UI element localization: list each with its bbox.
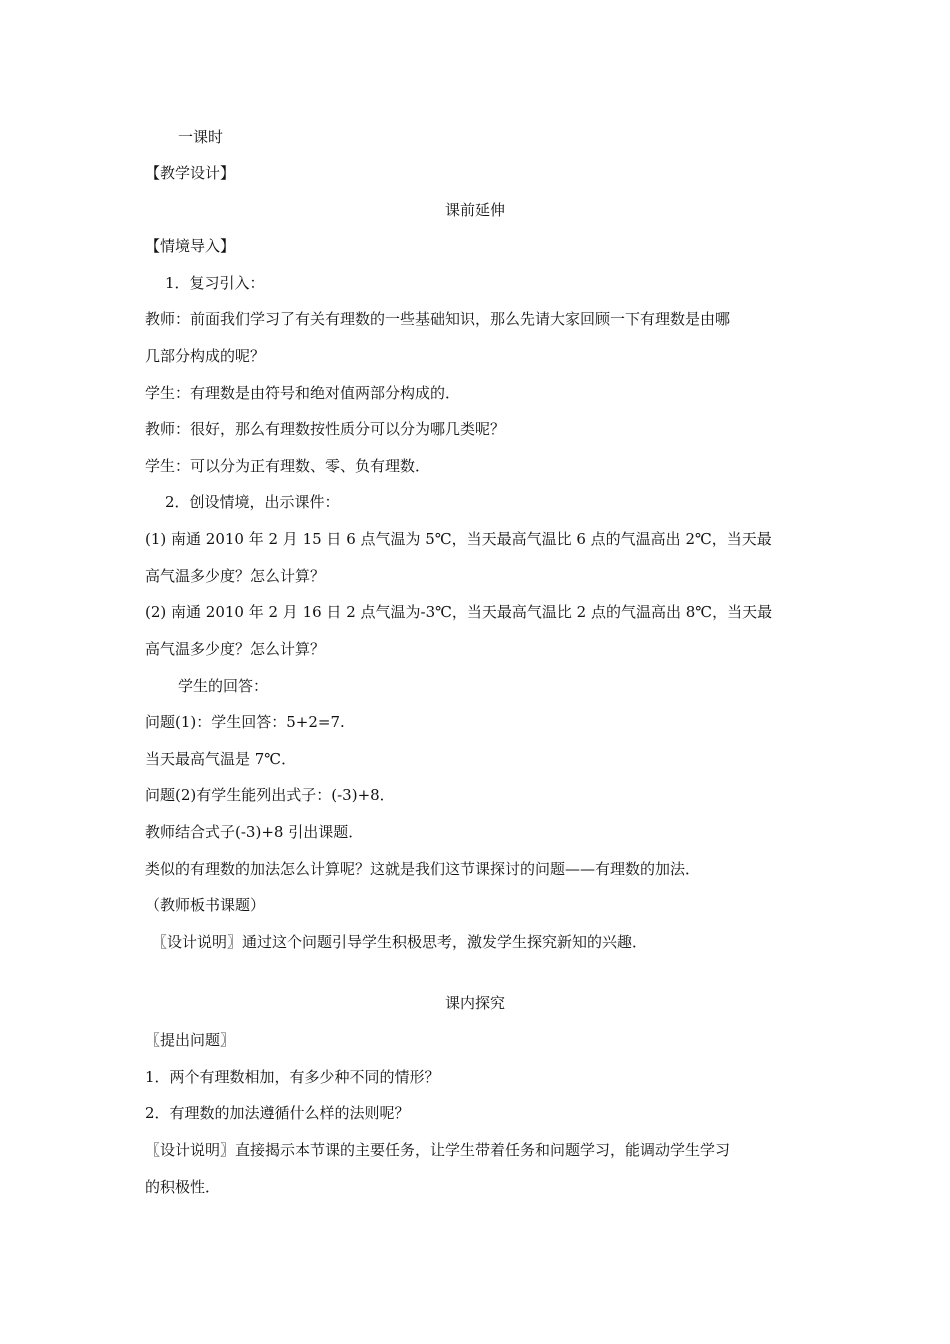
lesson-period: 一课时 (178, 128, 224, 146)
paragraph-line: 教师：很好，那么有理数按性质分可以分为哪几类呢？ (145, 420, 506, 438)
student-answers-heading: 学生的回答： (178, 677, 269, 695)
paragraph-line: 教师：前面我们学习了有关有理数的一些基础知识，那么先请大家回顾一下有理数是由哪 (145, 310, 731, 328)
paragraph-line: 类似的有理数的加法怎么计算呢？这就是我们这节课探讨的问题——有理数的加法． (145, 860, 701, 878)
question-1-line: 高气温多少度？怎么计算？ (145, 567, 326, 585)
paragraph-line: （教师板书课题） (145, 896, 266, 914)
question-1-line: (1) 南通 2010 年 2 月 15 日 6 点气温为 5℃，当天最高气温比 6 点的气温高出 2℃，当天最 (145, 530, 772, 548)
design-note: 〖设计说明〗直接揭示本节课的主要任务，让学生带着任务和问题学习，能调动学生学习 (145, 1141, 731, 1159)
design-note: 的积极性． (145, 1178, 221, 1196)
step-review: 1．复习引入： (165, 274, 265, 292)
section-title-in-class: 课内探究 (444, 994, 505, 1012)
paragraph-line: 学生：有理数是由符号和绝对值两部分构成的． (145, 384, 461, 402)
design-note: 〖设计说明〗通过这个问题引导学生积极思考，激发学生探究新知的兴趣． (152, 933, 648, 951)
question-2-line: (2) 南通 2010 年 2 月 16 日 2 点气温为-3℃，当天最高气温比 2 点的气温高出 8℃，当天最 (145, 603, 773, 621)
section-heading-questions: 〖提出问题〗 (145, 1031, 236, 1049)
paragraph-line: 问题(1)：学生回答：5+2=7. (145, 713, 345, 731)
question-item: 1．两个有理数相加，有多少种不同的情形？ (145, 1068, 440, 1086)
section-heading-teaching-design: 【教学设计】 (145, 164, 236, 182)
step-scenario: 2．创设情境，出示课件： (165, 493, 340, 511)
question-2-line: 高气温多少度？怎么计算？ (145, 640, 326, 658)
question-item: 2．有理数的加法遵循什么样的法则呢？ (145, 1104, 410, 1122)
paragraph-line: 当天最高气温是 7℃． (145, 750, 297, 768)
paragraph-line: 问题(2)有学生能列出式子：(-3)+8． (145, 786, 395, 804)
paragraph-line: 几部分构成的呢？ (145, 347, 266, 365)
section-title-pre-class: 课前延伸 (444, 201, 505, 219)
paragraph-line: 教师结合式子(-3)+8 引出课题． (145, 823, 364, 841)
paragraph-line: 学生：可以分为正有理数、零、负有理数． (145, 457, 431, 475)
section-heading-scenario: 【情境导入】 (145, 237, 236, 255)
